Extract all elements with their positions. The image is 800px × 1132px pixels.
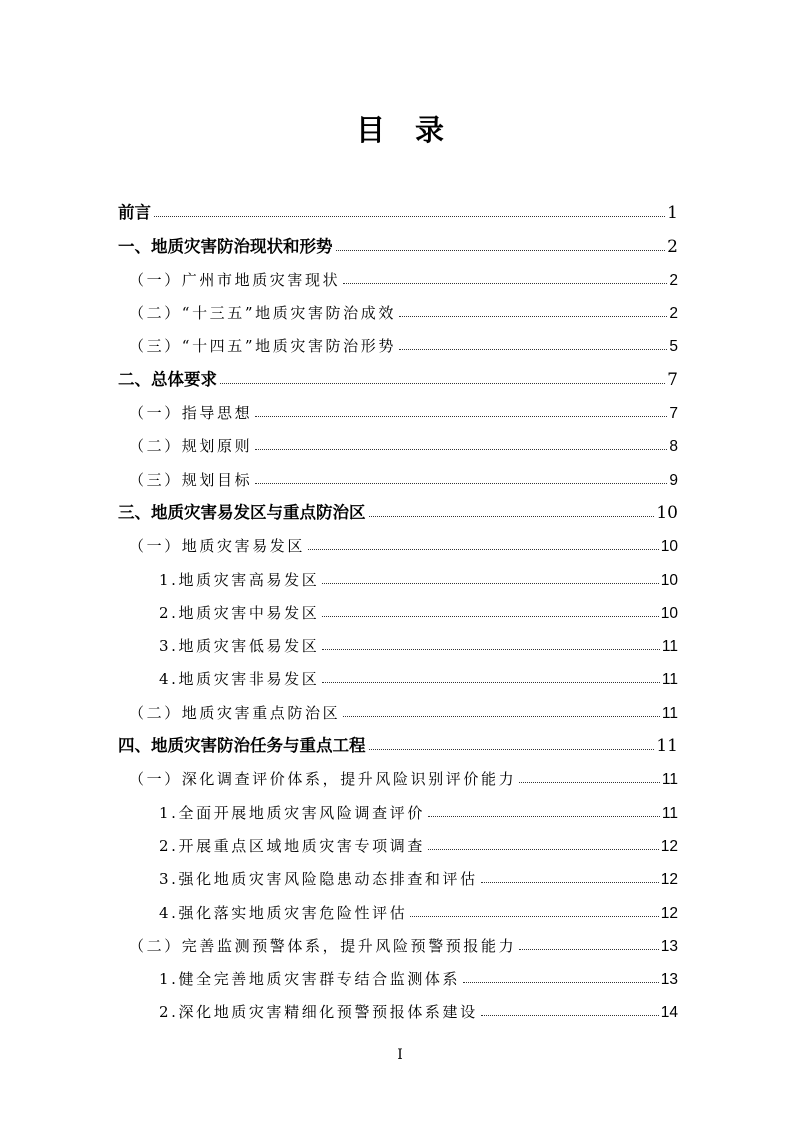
toc-entry-label: （二）“十三五”地质灾害防治成效 bbox=[129, 304, 396, 323]
toc-entry-page: 7 bbox=[669, 405, 678, 423]
page-number-footer: I bbox=[397, 1047, 403, 1063]
toc-entry-page: 10 bbox=[660, 571, 678, 589]
toc-entry-label: 三、地质灾害易发区与重点防治区 bbox=[118, 499, 367, 523]
toc-entry[interactable] bbox=[118, 590, 678, 623]
toc-entry[interactable] bbox=[118, 889, 678, 922]
dot-leader bbox=[322, 615, 658, 617]
toc-entry-page: 14 bbox=[660, 1004, 678, 1022]
dot-leader bbox=[255, 448, 667, 450]
dot-leader bbox=[410, 915, 658, 917]
dot-leader bbox=[343, 282, 667, 284]
toc-entry-page: 13 bbox=[660, 971, 678, 989]
toc-entry[interactable] bbox=[118, 856, 678, 889]
dot-leader bbox=[399, 315, 667, 317]
toc-entry-label: （三）“十四五”地质灾害防治形势 bbox=[129, 337, 396, 356]
dot-leader bbox=[255, 415, 667, 417]
dot-leader bbox=[322, 648, 660, 650]
toc-entry[interactable] bbox=[118, 656, 678, 689]
dot-leader bbox=[399, 348, 667, 350]
toc-entry-label: （一）广州市地质灾害现状 bbox=[129, 270, 341, 289]
dot-leader bbox=[308, 548, 659, 550]
page-title: 目录 bbox=[355, 113, 474, 147]
dot-leader bbox=[428, 848, 659, 850]
toc-entry-page: 11 bbox=[656, 736, 678, 757]
toc-entry-label: 3.地质灾害低易发区 bbox=[159, 637, 320, 656]
toc-entry-label: （二）完善监测预警体系，提升风险预警预报能力 bbox=[129, 936, 517, 955]
toc-entry[interactable] bbox=[118, 223, 678, 256]
dot-leader bbox=[322, 582, 658, 584]
toc-entry-page: 10 bbox=[660, 538, 678, 556]
toc-entry[interactable] bbox=[118, 490, 678, 523]
toc-entry-page: 12 bbox=[660, 837, 678, 855]
toc-entry-label: 2.开展重点区域地质灾害专项调查 bbox=[159, 836, 425, 855]
toc-entry[interactable] bbox=[118, 390, 678, 423]
toc-entry-page: 11 bbox=[661, 771, 678, 789]
dot-leader bbox=[519, 781, 660, 783]
dot-leader bbox=[519, 948, 659, 950]
toc-entry-label: 二、总体要求 bbox=[118, 366, 218, 390]
toc-entry-page: 11 bbox=[661, 704, 678, 722]
toc-entry[interactable] bbox=[118, 923, 678, 956]
dot-leader bbox=[322, 681, 660, 683]
toc-entry[interactable] bbox=[118, 257, 678, 290]
toc-entry-label: （一）深化调查评价体系，提升风险识别评价能力 bbox=[129, 770, 517, 789]
toc-entry-page: 11 bbox=[661, 638, 678, 656]
toc-entry[interactable] bbox=[118, 989, 678, 1022]
toc-entry-label: 一、地质灾害防治现状和形势 bbox=[118, 233, 334, 257]
toc-entry-label: 前言 bbox=[118, 199, 152, 223]
toc-entry-label: （一）指导思想 bbox=[129, 404, 253, 423]
toc-entry[interactable] bbox=[118, 523, 678, 556]
toc-entry-label: 2.地质灾害中易发区 bbox=[159, 603, 320, 622]
toc-entry[interactable] bbox=[118, 323, 678, 356]
toc-entry-page: 12 bbox=[660, 871, 678, 889]
toc-entry[interactable] bbox=[118, 823, 678, 856]
dot-leader bbox=[369, 515, 655, 517]
toc-entry-page: 2 bbox=[669, 305, 678, 323]
toc-entry-page: 10 bbox=[660, 604, 678, 622]
toc-entry-page: 8 bbox=[669, 438, 678, 456]
toc-entry-page: 11 bbox=[661, 671, 678, 689]
dot-leader bbox=[369, 748, 655, 750]
toc-entry[interactable] bbox=[118, 423, 678, 456]
toc-entry-page: 10 bbox=[656, 502, 678, 523]
toc-entry-page: 13 bbox=[660, 937, 678, 955]
toc-entry-page: 12 bbox=[660, 904, 678, 922]
toc-entry-page: 7 bbox=[667, 369, 678, 390]
toc-entry-label: （二）地质灾害重点防治区 bbox=[129, 703, 341, 722]
toc-entry-page: 9 bbox=[669, 471, 678, 489]
toc-entry[interactable] bbox=[118, 956, 678, 989]
toc-entry-page: 5 bbox=[669, 338, 678, 356]
dot-leader bbox=[336, 249, 666, 251]
toc-entry-label: 1.地质灾害高易发区 bbox=[159, 570, 320, 589]
toc-entry-page: 1 bbox=[667, 203, 678, 224]
toc-entry[interactable] bbox=[118, 623, 678, 656]
toc-entry-label: （一）地质灾害易发区 bbox=[129, 537, 306, 556]
table-of-contents bbox=[118, 190, 678, 1022]
toc-entry-label: 4.强化落实地质灾害危险性评估 bbox=[159, 903, 408, 922]
toc-entry[interactable] bbox=[118, 723, 678, 756]
dot-leader bbox=[343, 715, 660, 717]
toc-entry-label: 3.强化地质灾害风险隐患动态排查和评估 bbox=[159, 870, 478, 889]
dot-leader bbox=[428, 815, 660, 817]
toc-entry-label: 2.深化地质灾害精细化预警预报体系建设 bbox=[159, 1003, 478, 1022]
toc-entry-label: 1.全面开展地质灾害风险调查评价 bbox=[159, 803, 425, 822]
toc-entry-label: 1.健全完善地质灾害群专结合监测体系 bbox=[159, 970, 461, 989]
toc-entry[interactable] bbox=[118, 356, 678, 389]
dot-leader bbox=[154, 215, 665, 217]
toc-entry[interactable] bbox=[118, 689, 678, 722]
toc-entry-label: 四、地质灾害防治任务与重点工程 bbox=[118, 732, 367, 756]
dot-leader bbox=[481, 1014, 659, 1016]
toc-entry-page: 2 bbox=[669, 271, 678, 289]
toc-entry[interactable] bbox=[118, 290, 678, 323]
dot-leader bbox=[463, 981, 659, 983]
toc-entry-page: 2 bbox=[667, 236, 678, 257]
toc-entry-label: 4.地质灾害非易发区 bbox=[159, 670, 320, 689]
toc-entry[interactable] bbox=[118, 556, 678, 589]
dot-leader bbox=[481, 881, 659, 883]
toc-entry[interactable] bbox=[118, 756, 678, 789]
toc-entry[interactable] bbox=[118, 190, 678, 223]
toc-entry-page: 11 bbox=[661, 804, 678, 822]
toc-entry[interactable] bbox=[118, 456, 678, 489]
toc-entry-label: （三）规划目标 bbox=[129, 470, 253, 489]
toc-entry-label: （二）规划原则 bbox=[129, 437, 253, 456]
dot-leader bbox=[255, 482, 667, 484]
dot-leader bbox=[220, 382, 665, 384]
toc-entry[interactable] bbox=[118, 789, 678, 822]
